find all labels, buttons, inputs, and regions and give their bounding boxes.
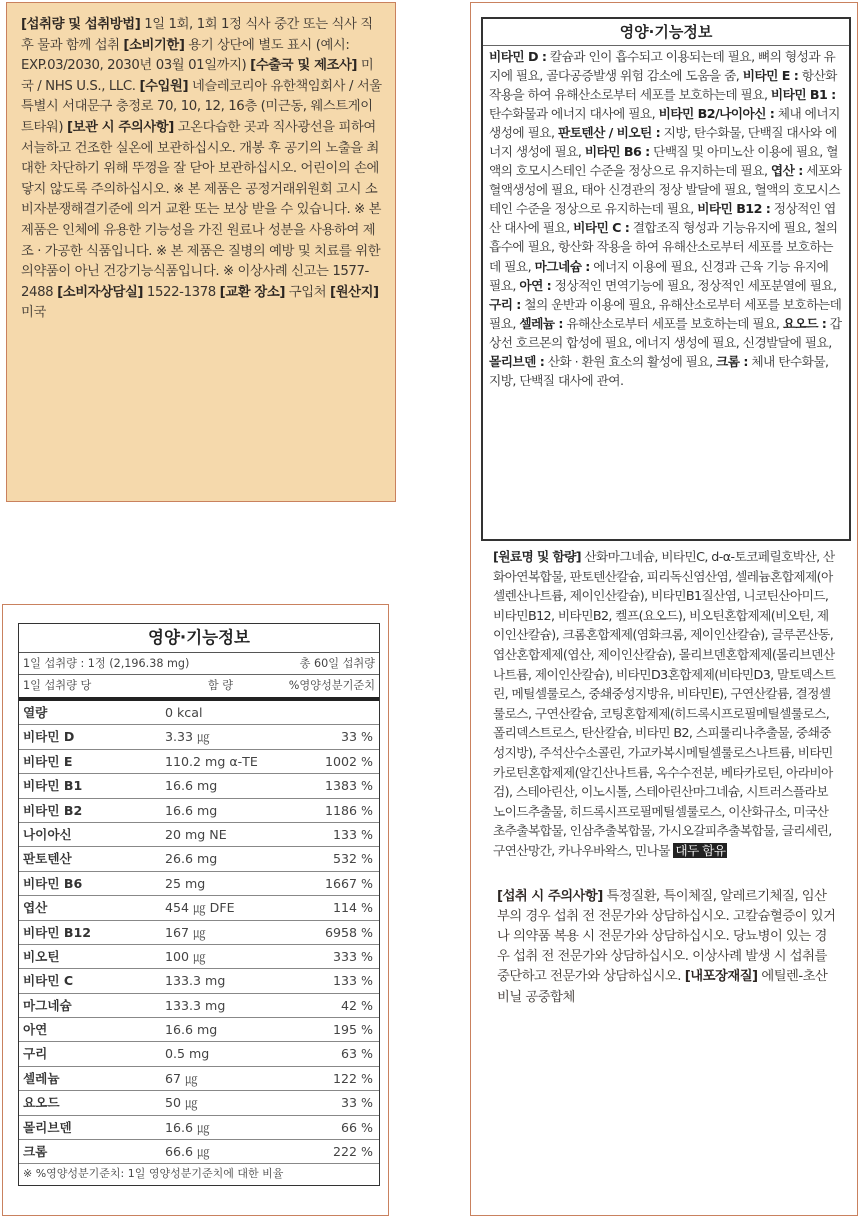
table-row <box>19 1091 379 1115</box>
storage-heading: [보관 시 주의사항] <box>66 119 174 135</box>
nutrient-amount: 3.33 ㎍ <box>165 729 210 745</box>
table-row <box>19 945 379 969</box>
function-text: 단백질 및 아미노산 이용에 필요, 혈액의 호모시스테인 수준을 정상으로 유지하는데 필요, <box>489 144 838 179</box>
nutrient-amount: 67 ㎍ <box>165 1070 198 1086</box>
nutrient-amount: 26.6 mg <box>165 851 218 867</box>
nutrient-amount: 16.6 mg <box>165 802 218 818</box>
nutrient-pct: 42 % <box>341 997 373 1013</box>
nutrient-name: 아연 <box>23 1022 48 1038</box>
table-row <box>19 994 379 1018</box>
function-key: 비타민 B6 : <box>584 144 650 160</box>
nutrient-pct: 122 % <box>332 1070 373 1086</box>
packaging-heading: [내포장재질] <box>684 969 758 985</box>
nutrient-pct: 114 % <box>332 900 373 916</box>
expiry-text: 용기 상단에 별도 표시 (예시: EXP.03/2030, 2030년 03월 01일까지) <box>21 37 350 74</box>
table-row <box>19 1067 379 1091</box>
function-text: 유해산소로부터 세포를 보호하는데 필요, <box>562 315 783 331</box>
function-key: 마그네슘 : <box>534 258 590 274</box>
intake-info-panel <box>6 2 396 502</box>
servings-total: 총 60일 섭취량 <box>299 657 375 670</box>
nutrient-amount: 167 ㎍ <box>165 924 206 940</box>
nutrition-panel <box>2 604 389 1216</box>
nutrient-pct: 1186 % <box>324 802 373 818</box>
function-key: 셀레늄 : <box>519 315 563 331</box>
functional-body <box>489 47 843 390</box>
nutrient-pct: 33 % <box>341 729 373 745</box>
col-per-serving: 1일 섭취량 당 <box>23 679 92 692</box>
intake-heading: [섭취량 및 섭취방법] <box>21 17 141 32</box>
function-key: 몰리브덴 : <box>489 353 545 369</box>
nutrient-name: 구리 <box>23 1046 48 1062</box>
function-key: 비타민 B1 : <box>770 87 836 103</box>
ingredients-block <box>481 541 847 861</box>
packaging-text: 에틸렌-초산비닐 공중합체 <box>497 969 828 1005</box>
nutrient-amount: 16.6 mg <box>165 1022 218 1038</box>
table-row <box>19 1140 379 1164</box>
nutrient-pct: 133 % <box>332 826 373 842</box>
function-text: 지방, 탄수화물, 단백질 대사와 에너지 생성에 필요, <box>489 125 837 160</box>
function-key: 요오드 : <box>782 315 827 331</box>
nutrient-pct: 133 % <box>332 973 373 989</box>
nutrient-amount: 133.3 mg <box>165 997 226 1013</box>
expiry-heading: [소비기한] <box>123 37 185 53</box>
caution-text: 특정질환, 특이체질, 알레르기체질, 임산부의 경우 섭취 전 전문가와 상담하십시오. 고칼슘혈증이 있거나 의약품 복용 시 전문가와 상담하십시오. 당뇨병이 있는 경우 섭취 전 전문가와 상담하십시오. 이상사례 발생 시 섭취를 중단하고 전문가와 상담하십시오. <box>497 888 836 985</box>
table-row <box>19 1042 379 1066</box>
origin-text: 미국 <box>21 305 46 321</box>
caution-block <box>481 861 847 1008</box>
table-row <box>19 725 379 749</box>
function-key: 비타민 B12 : <box>697 201 771 217</box>
nutrition-rows <box>19 701 379 1164</box>
intake-text: 1일 1회, 1회 1정 식사 중간 또는 식사 직후 물과 함께 섭취 <box>21 17 373 53</box>
serving-row <box>19 653 379 675</box>
nutrient-amount: 16.6 ㎍ <box>165 1119 210 1135</box>
function-key: 엽산 : <box>770 163 803 179</box>
table-row <box>19 896 379 920</box>
nutrient-amount: 16.6 mg <box>165 778 218 794</box>
consumer-center-heading: [소비자상담실] <box>57 284 144 300</box>
nutrient-pct: 532 % <box>332 851 373 867</box>
table-row <box>19 701 379 725</box>
importer-text: 네슬레코리아 유한책임회사 / 서울특별시 서대문구 충정로 70, 10, 12, 16층 (미근동, 웨스트게이트타워) <box>21 78 382 135</box>
exchange-text: 구입처 <box>285 284 331 300</box>
consumer-center-text: 1522-1378 <box>143 284 220 300</box>
nutrient-name: 비타민 B2 <box>23 802 83 818</box>
nutrient-amount: 20 mg NE <box>165 826 227 842</box>
nutrition-header-row <box>19 675 379 701</box>
function-text: 탄수화물과 에너지 대사에 필요, <box>489 106 659 122</box>
exporter-heading: [수출국 및 제조사] <box>250 58 358 74</box>
nutrient-name: 비타민 D <box>23 729 75 745</box>
table-row <box>19 750 379 774</box>
nutrient-name: 몰리브덴 <box>23 1119 72 1135</box>
nutrient-name: 비오틴 <box>23 948 60 964</box>
nutrient-name: 마그네슘 <box>23 997 72 1013</box>
nutrient-pct: 6958 % <box>324 924 373 940</box>
nutrient-amount: 454 ㎍ DFE <box>165 900 235 916</box>
function-key: 구리 : <box>489 296 521 312</box>
table-row <box>19 1018 379 1042</box>
function-key: 크롬 : <box>716 353 748 369</box>
nutrient-name: 엽산 <box>23 900 48 916</box>
nutrient-pct: 333 % <box>332 948 373 964</box>
nutrient-amount: 110.2 mg α-TE <box>165 753 258 769</box>
nutrient-amount: 25 mg <box>165 875 206 891</box>
nutrient-name: 크롬 <box>23 1144 48 1160</box>
nutrient-pct: 222 % <box>332 1144 373 1160</box>
functional-panel <box>470 2 858 1216</box>
function-text: 체내 탄수화물, 지방, 단백질 대사에 관여. <box>489 353 829 388</box>
nutrient-pct: 33 % <box>341 1095 373 1111</box>
origin-heading: [원산지] <box>330 284 379 300</box>
table-row <box>19 1116 379 1140</box>
function-text: 정상적인 면역기능에 필요, 정상적인 세포분열에 필요, <box>551 277 837 293</box>
nutrient-pct: 63 % <box>341 1046 373 1062</box>
storage-text: 고온다습한 곳과 직사광선을 피하여 서늘하고 건조한 실온에 보관하십시오. 개봉 후 공기의 노출을 최대한 차단하기 위해 뚜껑을 잘 닫아 보관하십시오. 어린이의 손에 닿지 않도록 주의하십시오. ※ 본 제품은 공정거래위원회 고시 소비자분쟁해결기준에 의거 교환 또는 보상 받을 수 있습니다. ※ 본 제품은 인체에 유용한 기능성을 가진 원료나 성분을 사용하여 제조 · 가공한 식품입니다. ※ 본 제품은 질병의 예방 및 치료를 위한 의약품이 아닌 건강기능식품입니다. ※ 이상사례 신고는 1577-2488 <box>21 119 382 300</box>
table-row <box>19 872 379 896</box>
serving-size: 1일 섭취량 : 1정 (2,196.38 mg) <box>23 657 190 670</box>
col-amount: 함 량 <box>207 679 234 692</box>
function-text: 정상적인 엽산 대사에 필요, <box>489 201 836 236</box>
function-key: 비타민 D : <box>489 49 547 64</box>
function-text: 칼슘과 인이 흡수되고 이용되는데 필요, 뼈의 형성과 유지에 필요, 골다공증발생 위험 감소에 도움을 줌, <box>489 49 836 84</box>
exchange-heading: [교환 장소] <box>219 284 286 300</box>
function-key: 비타민 C : <box>573 220 630 236</box>
function-key: 판토텐산 / 비오틴 : <box>557 125 661 141</box>
nutrient-name: 셀레늄 <box>23 1070 60 1086</box>
table-row <box>19 969 379 993</box>
nutrition-table <box>18 623 380 1186</box>
nutrient-name: 요오드 <box>23 1095 60 1111</box>
function-text: 결합조직 형성과 기능유지에 필요, 철의 흡수에 필요, 항산화 작용을 하여 유해산소로부터 세포를 보호하는데 필요, <box>489 220 838 274</box>
nutrient-amount: 0 kcal <box>165 705 203 720</box>
col-daily-value: %영양성분기준치 <box>288 679 375 692</box>
function-text: 갑상선 호르몬의 합성에 필요, 에너지 생성에 필요, 신경발달에 필요, <box>489 315 842 350</box>
function-key: 비타민 E : <box>742 68 799 84</box>
nutrition-title: 영양·기능정보 <box>19 624 379 653</box>
table-row <box>19 774 379 798</box>
function-text: 항산화 작용을 하여 유해산소로부터 세포를 보호하는데 필요, <box>489 68 837 103</box>
function-text: 에너지 이용에 필요, 신경과 근육 기능 유지에 필요, <box>489 258 829 293</box>
nutrient-pct: 195 % <box>332 1022 373 1038</box>
nutrient-amount: 50 ㎍ <box>165 1095 198 1111</box>
function-key: 아연 : <box>519 277 552 293</box>
allergen-badge: 대두 함유 <box>675 842 726 858</box>
table-row <box>19 847 379 871</box>
nutrient-pct: 66 % <box>341 1119 373 1135</box>
nutrient-name: 비타민 B6 <box>23 875 83 891</box>
function-text: 철의 운반과 이용에 필요, 유해산소로부터 세포를 보호하는데 필요, <box>489 296 842 331</box>
nutrient-amount: 100 ㎍ <box>165 948 206 964</box>
nutrient-name: 비타민 B1 <box>23 778 83 794</box>
nutrient-name: 비타민 B12 <box>23 924 92 940</box>
nutrient-name: 열량 <box>23 705 48 720</box>
nutrient-amount: 133.3 mg <box>165 973 226 989</box>
function-key: 비타민 B2/나이아신 : <box>658 106 775 122</box>
functional-title: 영양·기능정보 <box>483 19 849 46</box>
functional-info-box <box>481 17 851 541</box>
caution-heading: [섭취 시 주의사항] <box>497 888 603 904</box>
nutrient-name: 비타민 C <box>23 973 74 989</box>
nutrient-name: 판토텐산 <box>23 851 72 867</box>
table-row <box>19 921 379 945</box>
nutrient-amount: 0.5 mg <box>165 1046 210 1062</box>
nutrient-pct: 1002 % <box>324 753 373 769</box>
ingredients-text: 산화마그네슘, 비타민C, d-α-토코페릴호박산, 산화아연복합물, 판토텐산칼슘, 피리독신염산염, 셀레늄혼합제제(아셀렌산나트륨, 제이인산칼슘), 비타민B1질산염, 니코틴산아미드, 비타민B12, 비타민B2, 켈프(요오드), 비오틴혼합제제(비오틴, 제이인산칼슘), 크롬혼합제제(염화크롬, 제이인산칼슘), 글루콘산동, 엽산혼합제제(엽산, 제이인산칼슘), 몰리브덴혼합제제(몰리브덴산나트륨, 제이인산칼슘), 비타민D3혼합제제(비타민D3, 말토덱스트린, 메틸셀룰로스, 중쇄중성지방유, 비타민E), 구연산칼륨, 결정셀룰로스, 구연산칼슘, 코팅혼합제제(히드록시프로필메틸셀룰로스, 폴리덱스트로스, 탄산칼슘, 비타민 B2, 스피룰리나추출물, 중쇄중성지방), 주석산수소콜린, 가교카복시메틸셀룰로스나트륨, 비타민카로틴혼합제제(알긴산나트륨, 옥수수전분, 베타카로틴, 아라비아검), 스테아린산, 이노시톨, 스테아린산마그네슘, 시트러스플라보노이드추출물, 히드록시프로필메틸셀룰로스, 이산화규소, 미국산초추출복합물, 인삼추출복합물, 가시오갈피추출복합물, 글리세린, 구연산망간, 카나우바왁스, 민나물 <box>493 549 836 858</box>
ingredients-heading: [원료명 및 함량] <box>493 549 581 564</box>
function-text: 체내 에너지 생성에 필요, <box>489 106 840 141</box>
nutrient-pct <box>305 701 379 724</box>
nutrient-amount: 66.6 ㎍ <box>165 1144 210 1160</box>
importer-heading: [수입원] <box>139 78 189 94</box>
nutrient-name: 비타민 E <box>23 753 73 769</box>
nutrient-name: 나이아신 <box>23 826 72 842</box>
exporter-text: 미국 / NHS U.S., LLC. <box>21 58 374 94</box>
table-row <box>19 823 379 847</box>
nutrient-pct: 1383 % <box>324 778 373 794</box>
function-text: 세포와 혈액생성에 필요, 태아 신경관의 정상 발달에 필요, 혈액의 호모시스테인 수준을 정상으로 유지하는데 필요, <box>489 163 842 217</box>
table-row <box>19 799 379 823</box>
nutrient-pct: 1667 % <box>324 875 373 891</box>
nutrition-footnote: ※ %영양성분기준치: 1일 영양성분기준치에 대한 비율 <box>23 1167 284 1181</box>
function-text: 산화 · 환원 효소의 활성에 필요, <box>544 353 717 369</box>
